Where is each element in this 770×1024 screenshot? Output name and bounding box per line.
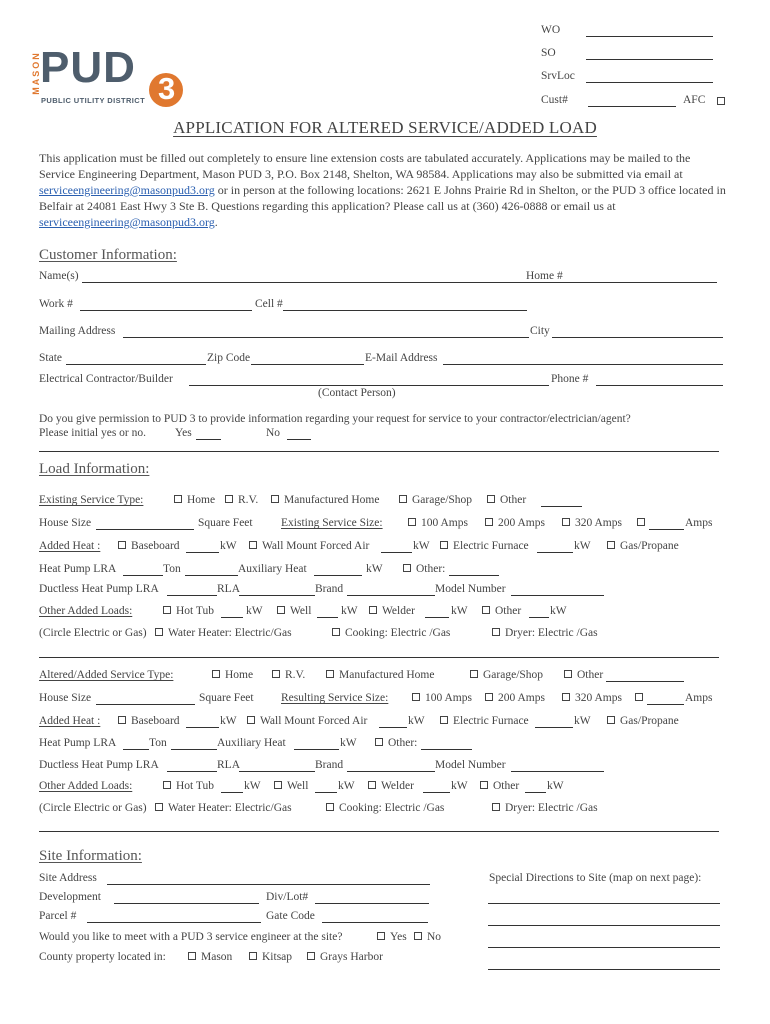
electric-furnace-kw-field[interactable] (537, 552, 573, 553)
checkbox[interactable] (163, 606, 171, 614)
wall-mount-kw-field[interactable] (381, 552, 412, 553)
welder-option[interactable]: Welder (368, 780, 414, 792)
divlot-field[interactable] (315, 903, 429, 904)
existing-service-type-label: Existing Service Type: (39, 494, 144, 506)
site-address-label: Site Address (39, 872, 97, 884)
checkbox[interactable] (174, 495, 182, 503)
county-mason-option[interactable]: Mason (188, 951, 232, 963)
dryer-option[interactable]: Dryer: Electric /Gas (492, 802, 598, 814)
contractor-field[interactable] (189, 385, 549, 386)
kw-label: kW (220, 540, 237, 552)
checkbox[interactable] (482, 606, 490, 614)
divlot-label: Div/Lot# (266, 891, 309, 903)
kw-label: kW (408, 715, 425, 727)
water-heater-option[interactable]: Water Heater: Electric/Gas (155, 802, 292, 814)
parcel-field[interactable] (87, 922, 261, 923)
added-heat-label: Added Heat : (39, 540, 101, 552)
other-field[interactable] (606, 681, 684, 682)
email-label: E-Mail Address (365, 352, 438, 364)
checkbox[interactable] (118, 541, 126, 549)
checkbox[interactable] (272, 670, 280, 678)
page-title: APPLICATION FOR ALTERED SERVICE/ADDED LOAD (173, 118, 597, 137)
rla-field[interactable] (239, 771, 315, 772)
gate-code-label: Gate Code (266, 910, 315, 922)
development-field[interactable] (114, 903, 259, 904)
size-320-option[interactable]: 320 Amps (562, 517, 622, 529)
afc-checkbox[interactable] (717, 97, 725, 105)
checkbox[interactable] (225, 495, 233, 503)
aux-heat-label: Auxiliary Heat (238, 563, 307, 575)
manufactured-home-option[interactable]: Manufactured Home (326, 669, 434, 681)
customer-section-heading: Customer Information: (39, 247, 177, 263)
site-address-field[interactable] (107, 884, 430, 885)
heat-pump-lra-field[interactable] (123, 575, 163, 576)
office-field-line[interactable] (586, 59, 713, 60)
checkbox[interactable] (163, 781, 171, 789)
special-directions-line[interactable] (488, 947, 720, 948)
brand-label: Brand (315, 583, 344, 595)
checkbox[interactable] (118, 716, 126, 724)
hot-tub-kw-field[interactable] (221, 617, 243, 618)
baseboard-kw-field[interactable] (186, 727, 219, 728)
other-field[interactable] (541, 506, 582, 507)
house-size-field[interactable] (96, 529, 194, 530)
office-field-so (541, 47, 716, 59)
kw-label: kW (413, 540, 430, 552)
checkbox[interactable] (188, 952, 196, 960)
model-number-field[interactable] (511, 595, 604, 596)
other-heat-field[interactable] (421, 749, 472, 750)
checkbox[interactable] (408, 518, 416, 526)
office-field-srvloc (541, 70, 716, 82)
section-divider (39, 831, 719, 832)
email-link[interactable]: serviceengineering@masonpud3.org (39, 183, 215, 197)
kw-label: kW (220, 715, 237, 727)
permission-no-field[interactable] (287, 439, 311, 440)
checkbox[interactable] (249, 541, 257, 549)
checkbox[interactable] (440, 541, 448, 549)
heat-pump-lra-label: Heat Pump LRA (39, 563, 117, 575)
state-field[interactable] (66, 364, 206, 365)
kw-label: kW (246, 605, 263, 617)
custom-amps-checkbox[interactable] (635, 692, 648, 704)
amps-label: Amps (685, 517, 713, 529)
resulting-service-size-label: Resulting Service Size: (281, 692, 389, 704)
checkbox[interactable] (414, 932, 422, 940)
existing-service-size-label: Existing Service Size: (281, 517, 383, 529)
checkbox[interactable] (399, 495, 407, 503)
checkbox[interactable] (326, 670, 334, 678)
intro-text: . (214, 215, 218, 229)
checkbox[interactable] (274, 781, 282, 789)
hot-tub-kw-field[interactable] (221, 792, 243, 793)
permission-note: Please initial yes or no. (39, 427, 146, 439)
special-directions-label: Special Directions to Site (map on next page): (489, 872, 702, 884)
work-phone-label: Work # (39, 298, 73, 310)
square-feet-label: Square Feet (198, 517, 253, 529)
brand-field[interactable] (347, 595, 435, 596)
section-divider (39, 451, 719, 452)
ductless-lra-field[interactable] (167, 771, 217, 772)
other-option[interactable]: Other (564, 669, 603, 681)
model-number-label: Model Number (435, 759, 506, 771)
aux-heat-field[interactable] (314, 575, 362, 576)
other-load-option[interactable]: Other (482, 605, 521, 617)
office-field-label: SO (541, 47, 556, 59)
circle-note: (Circle Electric or Gas) (39, 802, 147, 814)
kw-label: kW (244, 780, 261, 792)
permission-yes-label: Yes (175, 427, 192, 439)
baseboard-kw-field[interactable] (186, 552, 219, 553)
other-load-kw-field[interactable] (529, 617, 549, 618)
checkbox[interactable] (307, 952, 315, 960)
kw-label: kW (341, 605, 358, 617)
checkbox[interactable] (607, 716, 615, 724)
names-field[interactable] (82, 282, 565, 283)
parcel-label: Parcel # (39, 910, 77, 922)
gas-propane-option[interactable]: Gas/Propane (607, 540, 679, 552)
ton-label: Ton (163, 563, 181, 575)
welder-kw-field[interactable] (425, 617, 449, 618)
ductless-lra-field[interactable] (167, 595, 217, 596)
welder-kw-field[interactable] (423, 792, 450, 793)
electric-furnace-option[interactable]: Electric Furnace (440, 540, 529, 552)
meet-engineer-question: Would you like to meet with a PUD 3 service engineer at the site? (39, 931, 343, 943)
home-option[interactable]: Home (174, 494, 215, 506)
dryer-option[interactable]: Dryer: Electric /Gas (492, 627, 598, 639)
meet-no-option[interactable]: No (414, 931, 441, 943)
development-label: Development (39, 891, 101, 903)
well-option[interactable]: Well (277, 605, 311, 617)
checkbox[interactable] (249, 952, 257, 960)
mailing-address-label: Mailing Address (39, 325, 116, 337)
checkbox[interactable] (635, 693, 643, 701)
welder-option[interactable]: Welder (369, 605, 415, 617)
heat-pump-lra-label: Heat Pump LRA (39, 737, 117, 749)
model-number-label: Model Number (435, 583, 506, 595)
kw-label: kW (550, 605, 567, 617)
brand-field[interactable] (347, 771, 435, 772)
rv-option[interactable]: R.V. (272, 669, 305, 681)
well-kw-field[interactable] (315, 792, 337, 793)
size-320-option[interactable]: 320 Amps (562, 692, 622, 704)
garage-shop-option[interactable]: Garage/Shop (470, 669, 543, 681)
cell-phone-field[interactable] (283, 310, 527, 311)
kw-label: kW (451, 605, 468, 617)
checkbox[interactable] (492, 628, 500, 636)
checkbox[interactable] (485, 518, 493, 526)
kw-label: kW (451, 780, 468, 792)
contractor-label: Electrical Contractor/Builder (39, 373, 173, 385)
checkbox[interactable] (470, 670, 478, 678)
special-directions-line[interactable] (488, 969, 720, 970)
checkbox[interactable] (637, 518, 645, 526)
other-option[interactable]: Other (487, 494, 526, 506)
checkbox[interactable] (271, 495, 279, 503)
office-field-line[interactable] (588, 106, 676, 107)
heat-pump-lra-field[interactable] (123, 749, 149, 750)
office-field-line[interactable] (586, 36, 713, 37)
logo-vertical-text: MASON (30, 51, 41, 95)
other-loads-label: Other Added Loads: (39, 605, 133, 617)
model-number-field[interactable] (511, 771, 604, 772)
home-phone-field[interactable] (565, 282, 717, 283)
aux-heat-label: Auxiliary Heat (217, 737, 286, 749)
special-directions-line[interactable] (488, 903, 720, 904)
county-kitsap-option[interactable]: Kitsap (249, 951, 292, 963)
home-option[interactable]: Home (212, 669, 253, 681)
logo-subtitle: PUBLIC UTILITY DISTRICT (41, 96, 146, 105)
baseboard-option[interactable]: Baseboard (118, 715, 180, 727)
other-heat-field[interactable] (449, 575, 499, 576)
zip-field[interactable] (251, 364, 364, 365)
rla-label: RLA (217, 583, 240, 595)
garage-shop-option[interactable]: Garage/Shop (399, 494, 472, 506)
altered-service-type-label: Altered/Added Service Type: (39, 669, 174, 681)
checkbox[interactable] (562, 518, 570, 526)
checkbox[interactable] (326, 803, 334, 811)
custom-amps-field[interactable] (649, 529, 684, 530)
checkbox[interactable] (492, 803, 500, 811)
rla-label: RLA (217, 759, 240, 771)
ton-label: Ton (149, 737, 167, 749)
checkbox[interactable] (607, 541, 615, 549)
checkbox[interactable] (155, 803, 163, 811)
office-field-label: SrvLoc (541, 70, 575, 82)
other-heat-option[interactable]: Other: (403, 563, 445, 575)
house-size-field[interactable] (96, 704, 195, 705)
checkbox[interactable] (480, 781, 488, 789)
hot-tub-option[interactable]: Hot Tub (163, 605, 214, 617)
square-feet-label: Square Feet (199, 692, 254, 704)
water-heater-option[interactable]: Water Heater: Electric/Gas (155, 627, 292, 639)
afc-label: AFC (683, 94, 706, 106)
kw-label: kW (340, 737, 357, 749)
checkbox[interactable] (277, 606, 285, 614)
circle-note: (Circle Electric or Gas) (39, 627, 147, 639)
kw-label: kW (366, 563, 383, 575)
amps-label: Amps (685, 692, 713, 704)
kw-label: kW (574, 540, 591, 552)
checkbox[interactable] (332, 628, 340, 636)
load-section-heading: Load Information: (39, 461, 150, 477)
other-load-kw-field[interactable] (525, 792, 546, 793)
gate-code-field[interactable] (322, 922, 428, 923)
names-label: Name(s) (39, 270, 79, 282)
logo-number: 3 (158, 71, 176, 106)
meet-yes-option[interactable]: Yes (377, 931, 407, 943)
wall-mount-kw-field[interactable] (379, 727, 407, 728)
contractor-phone-label: Phone # (551, 373, 589, 385)
checkbox[interactable] (412, 693, 420, 701)
brand-label: Brand (315, 759, 344, 771)
wall-mount-option[interactable]: Wall Mount Forced Air (249, 540, 369, 552)
aux-heat-field[interactable] (294, 749, 339, 750)
checkbox[interactable] (487, 495, 495, 503)
house-size-label: House Size (39, 517, 92, 529)
wall-mount-option[interactable]: Wall Mount Forced Air (247, 715, 367, 727)
intro-text: This application must be filled out completely to ensure line extension costs are tabulated accurately. Applications may be mailed to the Service Engineering Department, Mason PUD 3, P.O. Box 2148, Shelton, WA 98584. Applications may also be submitted via email at (39, 151, 691, 181)
cooking-option[interactable]: Cooking: Electric /Gas (332, 627, 450, 639)
kw-label: kW (547, 780, 564, 792)
site-section-heading: Site Information: (39, 848, 142, 864)
checkbox[interactable] (562, 693, 570, 701)
ton-field[interactable] (171, 749, 217, 750)
checkbox[interactable] (375, 738, 383, 746)
pud3-logo (26, 43, 186, 110)
other-load-option[interactable]: Other (480, 780, 519, 792)
city-field[interactable] (552, 337, 723, 338)
well-option[interactable]: Well (274, 780, 308, 792)
intro-paragraph (39, 150, 729, 230)
office-field-cust (541, 94, 731, 106)
custom-amps-field[interactable] (647, 704, 684, 705)
office-field-line[interactable] (586, 82, 713, 83)
baseboard-option[interactable]: Baseboard (118, 540, 180, 552)
gas-propane-option[interactable]: Gas/Propane (607, 715, 679, 727)
ton-field[interactable] (185, 575, 238, 576)
well-kw-field[interactable] (317, 617, 338, 618)
checkbox[interactable] (247, 716, 255, 724)
checkbox[interactable] (564, 670, 572, 678)
kw-label: kW (574, 715, 591, 727)
checkbox[interactable] (155, 628, 163, 636)
checkbox[interactable] (403, 564, 411, 572)
permission-yes-field[interactable] (196, 439, 221, 440)
office-field-label: Cust# (541, 94, 568, 106)
added-heat-label: Added Heat : (39, 715, 101, 727)
home-phone-label: Home # (526, 270, 563, 282)
cell-phone-label: Cell # (255, 298, 283, 310)
contact-person-label: (Contact Person) (318, 387, 396, 399)
mailing-address-field[interactable] (123, 337, 529, 338)
office-field-label: WO (541, 24, 561, 36)
ductless-lra-label: Ductless Heat Pump LRA (39, 759, 159, 771)
kw-label: kW (338, 780, 355, 792)
cooking-option[interactable]: Cooking: Electric /Gas (326, 802, 444, 814)
email-field[interactable] (443, 364, 723, 365)
electric-furnace-option[interactable]: Electric Furnace (440, 715, 529, 727)
logo-main-text: PUD (40, 43, 136, 92)
permission-question: Do you give permission to PUD 3 to provide information regarding your request for service to your contractor/electrician/agent? (39, 413, 631, 425)
rla-field[interactable] (239, 595, 315, 596)
house-size-label: House Size (39, 692, 92, 704)
size-200-option[interactable]: 200 Amps (485, 692, 545, 704)
custom-amps-checkbox[interactable] (637, 517, 650, 529)
checkbox[interactable] (485, 693, 493, 701)
permission-no-label: No (266, 427, 281, 439)
city-label: City (530, 325, 550, 337)
other-loads-label: Other Added Loads: (39, 780, 133, 792)
size-100-option[interactable]: 100 Amps (412, 692, 472, 704)
county-grays-harbor-option[interactable]: Grays Harbor (307, 951, 383, 963)
electric-furnace-kw-field[interactable] (535, 727, 573, 728)
manufactured-home-option[interactable]: Manufactured Home (271, 494, 379, 506)
hot-tub-option[interactable]: Hot Tub (163, 780, 214, 792)
special-directions-line[interactable] (488, 925, 720, 926)
contractor-phone-field[interactable] (596, 385, 723, 386)
zip-label: Zip Code (207, 352, 251, 364)
county-question: County property located in: (39, 951, 166, 963)
checkbox[interactable] (377, 932, 385, 940)
checkbox[interactable] (440, 716, 448, 724)
intro-text: or in person at the following locations: 2621 E Johns Prairie Rd in Shelton, or the PUD 3 office located in Belfair at 24081 East Hwy 3 Ste B. Questions regarding this application? Please call us at (360) 426-0888 or email us at (39, 183, 726, 213)
rv-option[interactable]: R.V. (225, 494, 258, 506)
state-label: State (39, 352, 62, 364)
checkbox[interactable] (368, 781, 376, 789)
other-heat-option[interactable]: Other: (375, 737, 417, 749)
checkbox[interactable] (212, 670, 220, 678)
size-200-option[interactable]: 200 Amps (485, 517, 545, 529)
checkbox[interactable] (369, 606, 377, 614)
work-phone-field[interactable] (80, 310, 252, 311)
office-field-wo (541, 24, 716, 36)
section-divider (39, 657, 719, 658)
email-link[interactable]: serviceengineering@masonpud3.org (39, 215, 215, 229)
ductless-lra-label: Ductless Heat Pump LRA (39, 583, 159, 595)
size-100-option[interactable]: 100 Amps (408, 517, 468, 529)
